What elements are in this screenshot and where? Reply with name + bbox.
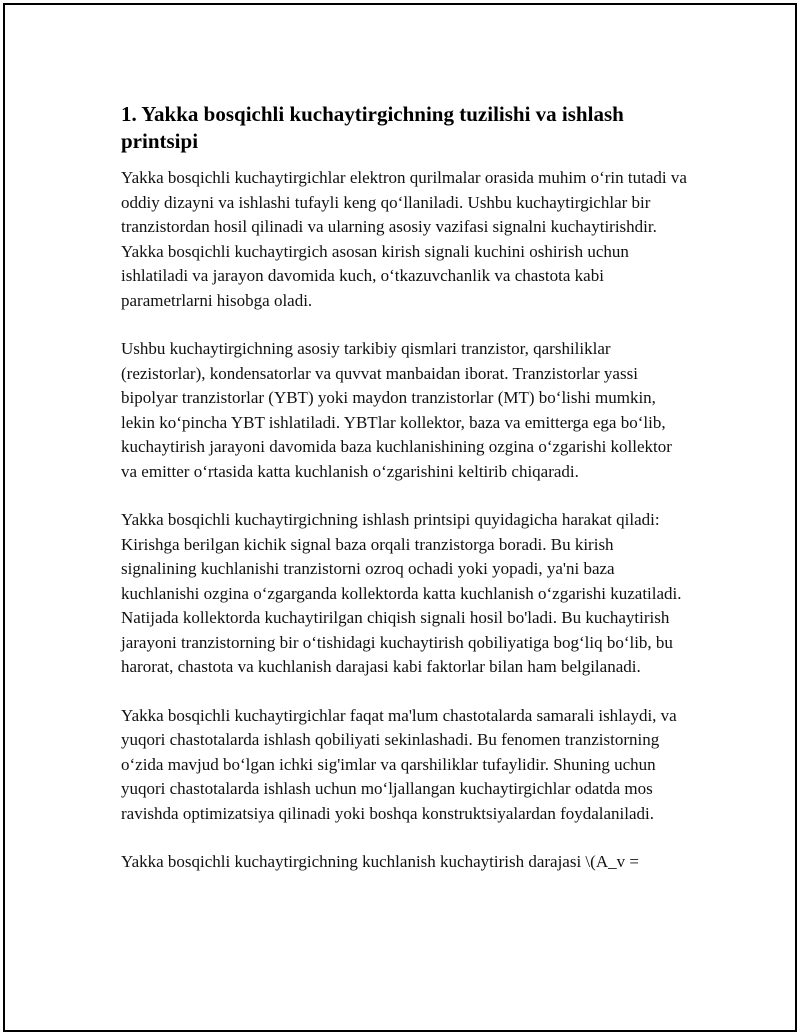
paragraph-frequency: Yakka bosqichli kuchaytirgichlar faqat ma'lum chastotalarda samarali ishlaydi, va yuqori chastotalarda ishlash qobiliyati sekinlashadi. Bu fenomen tranzistorning o‘zida mavjud bo‘lgan ichki sig'imlar va qarshiliklar tufaylidir. Shuning uchun yuqori chastotalarda ishlash uchun mo‘ljallangan kuchaytirgichlar odatda mos ravishda optimizatsiya qilinadi yoki boshqa konstruktsiyalardan foydalaniladi. — [121, 705, 677, 823]
paragraph-components: Ushbu kuchaytirgichning asosiy tarkibiy qismlari tranzistor, qarshiliklar (rezistorlar), kondensatorlar va quvvat manbaidan iborat. Tranzistorlar yassi bipolyar tranzistorlar (YBT) yoki maydon tranzistorlar (MT) bo‘lishi mumkin, lekin ko‘pincha YBT ishlatiladi. YBTlar kollektor, baza va emitterga ega bo‘lib, kuchaytirish jarayoni davomida baza kuchlanishining ozgina o‘zgarishi kollektor va emitter o‘rtasida katta kuchlanish o‘zgarishini keltirib chiqaradi. — [121, 339, 672, 481]
paragraph-principle: Yakka bosqichli kuchaytirgichning ishlash printsipi quyidagicha harakat qiladi: Kirishga berilgan kichik signal baza orqali tranzistorga boradi. Bu kirish signalining kuchlanishi tranzistorni ozroq ochadi yoki yopadi, ya'ni baza kuchlanishi ozgina o‘zgarganda kollektorda katta kuchlanish o‘zgarishi kuzatiladi. Natijada kollektorda kuchaytirilgan chiqish signali hosil bo'ladi. Bu kuchaytirish jarayoni tranzistorning bir o‘tishidagi kuchaytirish qobiliyatiga bog‘liq bo‘lib, bu harorat, chastota va kuchlanish darajasi kabi faktorlar bilan ham belgilanadi. — [121, 510, 682, 676]
paragraph-gain: Yakka bosqichli kuchaytirgichning kuchlanish kuchaytirish darajasi \(A_v = — [121, 852, 639, 871]
paragraph-intro: Yakka bosqichli kuchaytirgichlar elektron qurilmalar orasida muhim o‘rin tutadi va oddiy dizayni va ishlashi tufayli keng qo‘llaniladi. Ushbu kuchaytirgichlar bir tranzistordan hosil qilinadi va ularning asosiy vazifasi signalni kuchaytirishdir. Yakka bosqichli kuchaytirgich asosan kirish signali kuchini oshirish uchun ishlatiladi va jarayon davomida kuch, o‘tkazuvchanlik va chastota kabi parametrlarni hisobga oladi. — [121, 168, 687, 310]
page-frame — [3, 3, 797, 1032]
document-content — [121, 101, 689, 899]
section-title: 1. Yakka bosqichli kuchaytirgichning tuzilishi va ishlash printsipi — [121, 102, 624, 153]
